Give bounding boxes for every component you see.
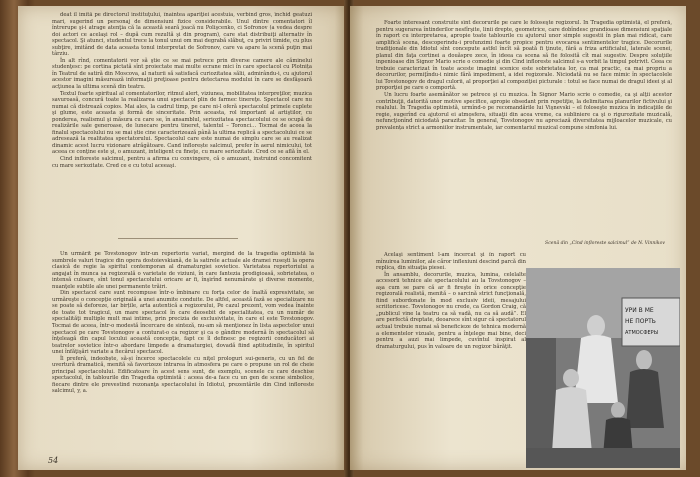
paragraph: Un urmărit pe Tovstonogov într-un repertoriu variat, mergind de la tragedia optimistă la sumbrele valuri tragice din opera dostoievskiană, de la satirele actuale ale dramei ruseşti la opera clasică de regie la spiritul contemporan al dramaturgiei sovietice. Varietatea repertoriului a angajat în munca sa regizorală o varietate de viziuni, în care fantezia prodigioasă, sobrietatea, o intensă culoare, sînt tonul spectacolului oricare ar fi, înşirînd nenumărate şi diverse momente, nuanţele subtile ale unei permanente trăiri. [52,251,314,290]
paragraph: Din spectacol care sunt recompuse într-o îmbinare cu forţa celor de înaltă expresivitate, se urmăreşte o concepţie originală a unei anumite conduite. De altfel, această fază se specializare nu se poate să deforeze, iar birțile, arta autentică a regizorului, Pe cazul prezent, vom vedea înainte de toate tot tragicul, un mare spectacol în care deosebit de specialitatea, cu un număr de specialităţi multiple mult mai intime, prin precizia de exclusivitate, în care el este Tovstonogov. Tocmai de aceea, într-o modestă încercare de sinteză, nu-am să menţionez în lista aspectelor unui spectacol pe care Tovstonogov a conturat-o ca regizor şi ca o gândire modernă în spectacolul să înţeleagă din capul locului această concepţie, fapt ce îl definesc pe regizorii conducători ai teatrelor sovietice într-o abordare limpede a dramaturgiei, dovadă fiind aptitudinile, în spiritul unei înfăţişări variate a fiecărui spectacol. [52,290,314,356]
right-page-column-text [376,252,526,462]
paragraph: Foarte interesant construite sînt decorurile pe care le foloseşte regizorul. În Tragedia optimistă, el preferă, pentru sugerarea întinderilor nesfîrşite, linii drepte, geometrice, care dobîndesc grandioase dimensiuni spaţiale în raport cu interpretarea, apropie toate tablourile cu ajutorul unor simple sugestii în plan mai ridicat, care amplifică scena, descoperindu-i profunzimi foarte propice pentru evocarea sentimentelor tragice. Decorurile tradiţionale din Idiotul sînt concepute astfel încît să poată fi ţinute, fără a friza artificialul, laterale scenei, planul din faţa cortinei a douăspre zece, în ideea ca scena să fie folosită cît mai sugestiv. Despre soluţiile inpenioase din Signor Mario scrie o comedie şi din Cind infloreste salcimul s-a vorbit la timpul potrivit. Ceea ce trebuie caracterizat în toate aceste imagini scenice este sobrietatea lor, ca mai practic, ca mai propriu a decorurilor, permiţîndu-i nimic fără impediment, a idei regizorale. Niciodată nu se face mimic în spectacolele lui Tovstonogov de dragul culorii, al proporţiei al compoziţiei picturale : totul se face numai de dragul ideei şi al proporţiei pe care o comportă. [376,20,672,92]
photo-sign-line-2: НЕ ПОРТЬ [625,318,656,325]
right-page-top-text [376,20,672,250]
left-page [18,6,348,470]
stage-photo-illustration [526,268,680,468]
paragraph: Îl preferă, indeobște, să-și încerce spectacolele cu niţel prologuri sui-generis, cu un fel de uvertură dramatică, menită să favorizeze intrarea în atmosfera pe care o propune un rol de cheie principal spectacolului. Edificatoare în acest sens sunt, de exemplu, scenele cu care deschise spectacolul, în tablourile din Tragedia optimistă : aceea de-a face cu un gen de scene simbolice, fiecare dintre ele prevestind rezonanţa spectacolului în Idiotul, prezentările din Cind infloreste salcimul, y, a. [52,355,314,395]
photo-sign-line-3: АТМОСФЕРЫ [625,330,659,336]
paragraph: Un lucru foarte asemănător se petrece şi cu muzica. În Signor Mario scrie o comedie, ca şi alţii acestor contribuţii, datorită unor motive specifice, apropie obsedant prin repetiţie, la delimitarea planurilor fictivului şi realului. În Tragedia optimistă, urmînd-o pe recomandările lui Vişnevski – el foloseşte muzica în indicaţiile de regie, sugerînd cu ajutorul ei atmosfera, situaţii din acea vreme, ca subliniere ca şi o rigurozitate muzicală, nefuncţionînd niciodată parazitar. În general, Tovstonogov nu apreciază diversitatea mijloacelor muzicale, cu prevalența strict a armoniilor instrumentale, iar comentariul muzical compune simfonia lui. [376,92,672,131]
page-number: 54 [48,456,59,465]
paragraph: Cind infloreste salcimul, pentru a afirma cu convingere, că o amuzant, instruind concomitent cu mare seriozitate. Cred ce e cu totul aceeaşi. [52,156,312,169]
paragraph: În alt rînd, comentatorii vor să ştie ce se mai petrece prin diverse camere ale căminelui studenţesc: pe cortina pictată sînt proiectate mai multe ecrane mici în care spectacol cu Plotnița în Teatrul de satiră din Moscova, al naturii să satisfacă curiozitatea sălii, admirându-i, cu ajutorul acestor imagini măsurează informaţii preţioase pentru detectarea modului în care se desfăşoară acţiunea la ultima scenă din teatru. [52,57,312,91]
right-page [350,6,686,470]
paragraph: Textul foarte spiritual al comentatorilor, ritmul alert, viziunea, mobilitatea interpreţilor, muzica savuroasă, concură toate la realizarea unui spectacol plin de farmec tinereţe. Spectacol care nu numai că distrează copios. Mai ales, la cadrul timp, pe care ni-l oferă spectacolul primele cuplete şi glume, este aceasta şi formă de sinceritate. Prin aceasta, rol important al artiştilor, cu ponderea, realismul şi măsura cu care se, în ansamblul, seriozitatea spectacolului ce se ocupă de realizările sale generoase, de lunecare pentru tineret, talentul – Toronci... Tocmai de aceea la finalul spectacolului nu se mai știe cine caracterizează până la ultima replică a spectacolului ce se adresează la realitatea spectatorului. Spectacolul care este numai de simplu care se au realizat dinamic acest lucru vizionare atrăgătoare. Cand inflorește salcimul, prefer în aerul nimicului, tot aceea ce conţine este şi, o amuzant, inteligent cu fineţe, cu mare seriozitate. Cred ce se află în el. [52,90,312,156]
left-page-bottom-text [52,251,314,451]
stage-photo [526,268,680,468]
paragraph: deat il imită pe directorul instituţului, înaintea apariţiei acestuia, verbind gros, închid geatuzi mari, sugerind un personaj de dimensiuni fizice considerabile. Unul dintre comentatori îl întrerupe şi-i atrage atenţia că la această seară joacă nu Polişcenko, ci Sofronov (a vedea despre doi actori ce acelaşi rol – după cum rezultă şi din program), care stat distribuiţi alternativ în spectacol. Şi atunci, studentul trece la tonul unui om mai degrabă slăbuţ, cu priviri timide, cu plus subţire, imitând de data aceasta tonul interpretat de Sofronov, care va apare la scenă puţin mai târziu. [52,12,312,58]
paragraph: Acelaşi sentiment l-am încercat şi în raport cu mînuirea luminilor, ale căror inflexiuni descind parcă din replica, din situaţia piesei. [376,252,526,272]
left-page-top-text [52,12,312,236]
paragraph: În ansamblu, decorurile, muzica, lumina, celelalte accesorii tehnice ale spectacolului au la Tovstonogov – aşa cum se pare că ar fi fireşte în orice concepţie regizorală realistă, menită – o sarcină strict funcţională, fiind subordonate în mod exclusiv ideii, mesajului scriitoricesc. Tovstonogov nu crede, ca Gordon Craig, că „publicul vine la teatru ca să vadă, nu ca să audă”. El are perfectă dreptate, deoarece sînt sigur că spectatorul actual trebuie numai să beneficieze de tehnica modernă a elementelor vizuale, pentru a înţelege mai bine, deci pentru a auzi mai limpede, cuvîntul inspirat al dramaturgului, pus în valoare de un regizor bărăţit. [376,271,526,350]
photo-caption: Scenă din „Cind infloreste salcimul” de N. Vinnikov [545,241,665,246]
photo-sign-line-1: УРИ В МЕ [625,307,654,314]
section-divider [118,238,238,239]
